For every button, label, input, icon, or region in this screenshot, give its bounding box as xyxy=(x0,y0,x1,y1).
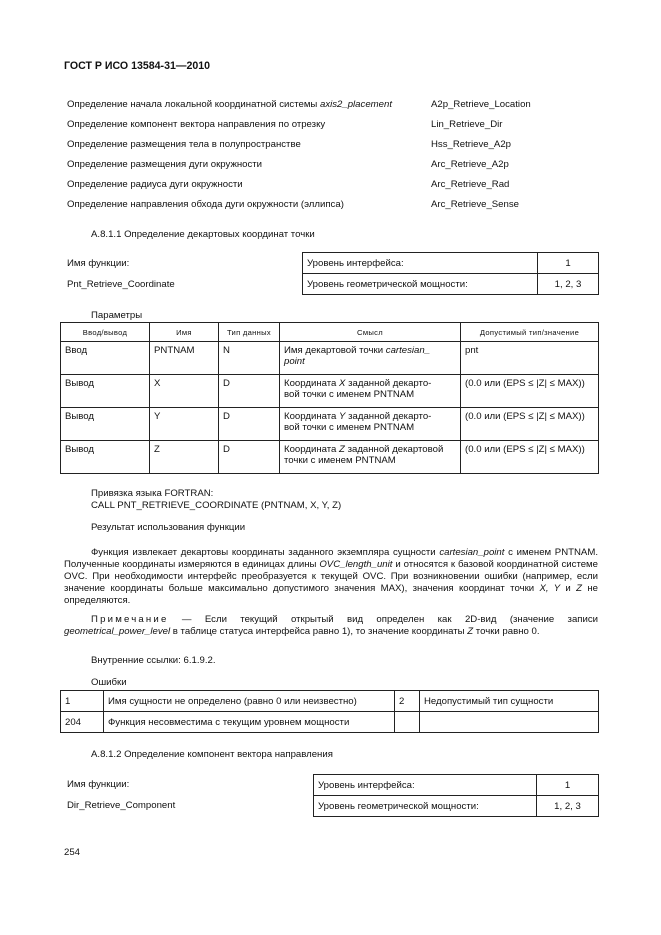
function-name-label: Имя функции: xyxy=(67,258,130,269)
table-header-row xyxy=(61,323,599,342)
definition-row xyxy=(67,119,567,139)
definition-function: Lin_Retrieve_Dir xyxy=(431,119,503,130)
error-code: 2 xyxy=(395,691,420,712)
definition-function: Hss_Retrieve_A2p xyxy=(431,139,511,150)
type-cell: D xyxy=(219,441,280,474)
column-header: Смысл xyxy=(280,323,461,342)
table-row xyxy=(303,274,599,295)
allowed-cell: pnt xyxy=(461,342,599,375)
io-cell: Ввод xyxy=(61,342,150,375)
definition-text: Определение размещения дуги окружности xyxy=(67,159,263,170)
io-cell: Вывод xyxy=(61,441,150,474)
table-row xyxy=(61,712,599,733)
table-row xyxy=(61,342,599,375)
level-geom-value: 1, 2, 3 xyxy=(538,274,599,295)
name-cell: Y xyxy=(150,408,219,441)
errors-label: Ошибки xyxy=(91,677,127,688)
binding-call: CALL PNT_RETRIEVE_COORDINATE (PNTNAM, X, Y, Z) xyxy=(91,500,342,511)
table-row xyxy=(314,796,599,817)
definition-row xyxy=(67,199,567,219)
definition-row xyxy=(67,179,567,199)
level-interface-label: Уровень интерфейса: xyxy=(303,253,538,274)
column-header: Тип данных xyxy=(219,323,280,342)
table-row xyxy=(61,691,599,712)
error-text: Функция несовместима с текущим уровнем мощности xyxy=(104,712,395,733)
page-number: 254 xyxy=(64,847,81,858)
definition-text: Определение компонент вектора направления по отрезку xyxy=(67,119,326,130)
io-cell: Вывод xyxy=(61,408,150,441)
params-table xyxy=(60,322,599,474)
definition-function: Arc_Retrieve_Rad xyxy=(431,179,510,190)
level-geom-value: 1, 2, 3 xyxy=(537,796,599,817)
name-cell: Z xyxy=(150,441,219,474)
name-cell: X xyxy=(150,375,219,408)
result-label: Результат использования функции xyxy=(91,522,246,533)
error-text xyxy=(420,712,599,733)
errors-table xyxy=(60,690,599,733)
function-name: Pnt_Retrieve_Coordinate xyxy=(67,279,175,290)
error-code xyxy=(395,712,420,733)
note-paragraph: Примечание — Если текущий открытый вид определен как 2D-вид (значение записи geometrical_power_level в таблице статуса интерфейса равно 1), то значение координаты Z точки равно 0. xyxy=(64,614,598,637)
table-row xyxy=(314,775,599,796)
definition-text: Определение радиуса дуги окружности xyxy=(67,179,243,190)
definition-function: Arc_Retrieve_Sense xyxy=(431,199,519,210)
meaning-cell: Координата Y заданной декарто- вой точки с именем PNTNAM xyxy=(280,408,461,441)
table-row xyxy=(303,253,599,274)
type-cell: D xyxy=(219,408,280,441)
error-code: 204 xyxy=(61,712,104,733)
definition-row xyxy=(67,159,567,179)
level-table xyxy=(313,774,599,817)
definition-function: Arc_Retrieve_A2p xyxy=(431,159,509,170)
io-cell: Вывод xyxy=(61,375,150,408)
level-table xyxy=(302,252,599,295)
function-name-label: Имя функции: xyxy=(67,779,130,790)
definition-row xyxy=(67,139,567,159)
definition-text: Определение направления обхода дуги окружности (эллипса) xyxy=(67,199,344,210)
definition-list xyxy=(67,99,567,219)
allowed-cell: (0.0 или (EPS ≤ |Z| ≤ MAX)) xyxy=(461,441,599,474)
type-cell: N xyxy=(219,342,280,375)
column-header: Имя xyxy=(150,323,219,342)
result-paragraph: Функция извлекает декартовы координаты заданного экземпляра сущности cartesian_point с именем PNTNAM. Полученные координаты измеряются в единицах длины OVC_length_unit и относятся к базовой координатной системе OVC. При необходимости интерфейс преобразуется к текущей OVC. При возникновении ошибки (например, если значение координаты больше максимально допустимого значения MAX), значения координат точки X, Y и Z не определяются. xyxy=(64,547,598,606)
level-interface-value: 1 xyxy=(537,775,599,796)
level-interface-label: Уровень интерфейса: xyxy=(314,775,537,796)
note-label: Примечание xyxy=(91,614,169,625)
table-row xyxy=(61,441,599,474)
function-name: Dir_Retrieve_Component xyxy=(67,800,176,811)
error-code: 1 xyxy=(61,691,104,712)
params-label: Параметры xyxy=(91,310,143,321)
fortran-binding xyxy=(91,488,341,512)
section-title: А.8.1.2 Определение компонент вектора направления xyxy=(91,749,333,760)
error-text: Имя сущности не определено (равно 0 или неизвестно) xyxy=(104,691,395,712)
level-geom-label: Уровень геометрической мощности: xyxy=(314,796,537,817)
definition-row xyxy=(67,99,567,119)
meaning-cell: Имя декартовой точки cartesian_ point xyxy=(280,342,461,375)
level-geom-label: Уровень геометрической мощности: xyxy=(303,274,538,295)
internal-references: Внутренние ссылки: 6.1.9.2. xyxy=(91,655,216,666)
allowed-cell: (0.0 или (EPS ≤ |Z| ≤ MAX)) xyxy=(461,375,599,408)
definition-function: A2p_Retrieve_Location xyxy=(431,99,531,110)
binding-label: Привязка языка FORTRAN: xyxy=(91,488,214,499)
column-header: Ввод/вывод xyxy=(61,323,150,342)
column-header: Допустимый тип/значение xyxy=(461,323,599,342)
level-interface-value: 1 xyxy=(538,253,599,274)
table-row xyxy=(61,408,599,441)
error-text: Недопустимый тип сущности xyxy=(420,691,599,712)
type-cell: D xyxy=(219,375,280,408)
section-title: А.8.1.1 Определение декартовых координат точки xyxy=(91,229,315,240)
definition-text: Определение размещения тела в полупространстве xyxy=(67,139,301,150)
meaning-cell: Координата X заданной декарто- вой точки с именем PNTNAM xyxy=(280,375,461,408)
name-cell: PNTNAM xyxy=(150,342,219,375)
allowed-cell: (0.0 или (EPS ≤ |Z| ≤ MAX)) xyxy=(461,408,599,441)
document-header: ГОСТ Р ИСО 13584-31—2010 xyxy=(64,60,211,72)
meaning-cell: Координата Z заданной декартовой точки с именем PNTNAM xyxy=(280,441,461,474)
table-row xyxy=(61,375,599,408)
definition-text: Определение начала локальной координатной системы axis2_placement xyxy=(67,99,392,110)
